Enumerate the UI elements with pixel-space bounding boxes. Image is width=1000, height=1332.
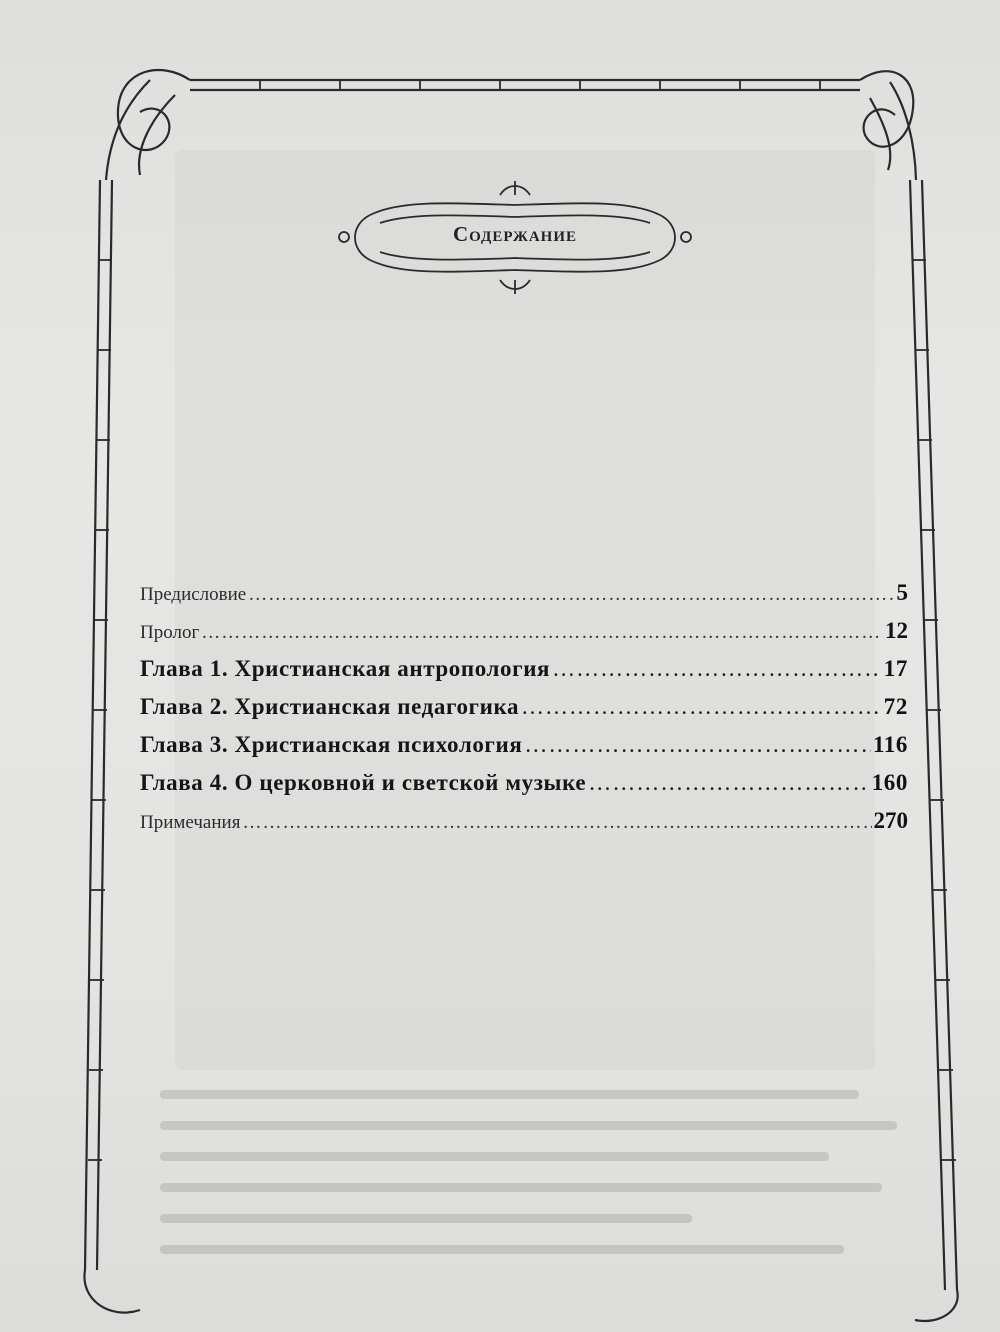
toc-page-number: 160 [871, 770, 908, 795]
toc-label: Глава 1. Христианская антропология [140, 656, 551, 681]
toc-row [140, 580, 908, 618]
toc-row [140, 656, 908, 694]
toc-label: Предисловие [140, 584, 247, 605]
toc-page-number: 116 [872, 732, 908, 757]
toc-row [140, 770, 908, 808]
toc-leader-dots [588, 770, 869, 796]
toc-leader-dots [524, 732, 871, 758]
toc-leader-dots [521, 694, 882, 720]
toc-page-number: 12 [885, 618, 908, 643]
toc-label: Глава 3. Христианская психология [140, 732, 523, 757]
toc-row [140, 732, 908, 770]
toc-row [140, 618, 908, 656]
toc-leader-dots [201, 622, 883, 644]
toc-label: Глава 2. Христианская педагогика [140, 694, 520, 719]
table-of-contents [140, 580, 908, 846]
toc-page-number: 270 [873, 808, 908, 833]
toc-row [140, 694, 908, 732]
toc-label: Примечания [140, 812, 241, 833]
toc-leader-dots [242, 812, 871, 834]
toc-label: Глава 4. О церковной и светской музыке [140, 770, 587, 795]
page-title: Содержание [452, 222, 578, 246]
toc-page-number: 72 [883, 694, 908, 719]
toc-label: Пролог [140, 622, 200, 643]
toc-leader-dots [248, 584, 894, 606]
toc-leader-dots [552, 656, 882, 682]
toc-page-number: 5 [896, 580, 908, 605]
toc-row [140, 808, 908, 846]
toc-page-number: 17 [883, 656, 908, 681]
